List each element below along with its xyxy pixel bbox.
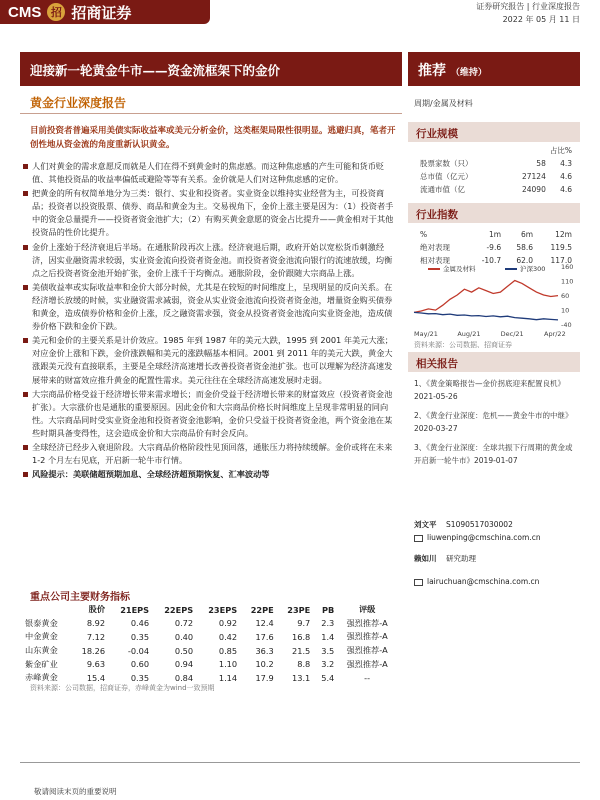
cell: -- <box>364 672 371 683</box>
cell: 0.46 <box>130 618 150 629</box>
col-header: PB <box>322 604 335 615</box>
series-line <box>414 312 558 320</box>
cell: 10.2 <box>255 659 274 670</box>
analyst-email[interactable]: liuwenping@cmschina.com.cn <box>427 533 541 542</box>
series-line <box>414 281 558 313</box>
cell: -10.7 <box>481 256 502 265</box>
cell: 58.6 <box>516 243 534 252</box>
cell: 7.12 <box>86 631 106 642</box>
analyst-id: S1090517030002 <box>446 520 513 529</box>
index-header: 行业指数 <box>408 203 580 223</box>
mail-icon <box>414 535 423 542</box>
cell: 1.4 <box>321 631 335 642</box>
cell: 4.6 <box>560 185 572 194</box>
bullet-item: 全球经济已经步入衰退阶段。大宗商品价格阶段性见顶回落，通胀压力将持续缓解。金价或将在未来 1-2 个月左右见底，开启新一轮牛市行情。 <box>22 441 397 467</box>
footer-divider <box>20 762 580 763</box>
cell: 8.8 <box>297 659 311 670</box>
report-date: 2022 年 05 月 11 日 <box>502 15 580 24</box>
analyst-role: 研究助理 <box>446 554 477 563</box>
y-tick-label: 110 <box>561 277 574 286</box>
report-subtitle: 黄金行业深度报告 <box>30 96 127 110</box>
highlight-text: 目前投资者普遍采用美债实际收益率或美元分析金价，这类框架局限性很明显。逃避归真，笔者开创性地从资金流的角度重新认识黄金。 <box>30 126 396 150</box>
bullet-item: 人们对黄金的需求意愿反而就是人们在得不到黄金时的焦虑感。而这种焦虑感的产生可能和货币贬值、其他投资品的收益率偏低或避险等等有关系。金价就是人们对这种焦虑感的定价。 <box>22 160 397 186</box>
cell: 赤峰黄金 <box>25 672 58 683</box>
cell: 3.2 <box>321 659 335 670</box>
cell: 58 <box>536 159 546 168</box>
cell: 12.4 <box>255 618 274 629</box>
divider <box>20 113 402 114</box>
cell: 16.8 <box>292 631 311 642</box>
chart-source: 资料来源：公司数据、招商证券 <box>414 341 512 349</box>
basics-table <box>416 145 576 197</box>
cell: 0.85 <box>218 645 238 656</box>
bullet-list <box>22 160 397 482</box>
footer-note: 敬请阅读末页的重要说明 <box>34 787 117 796</box>
cell: 0.72 <box>174 618 194 629</box>
x-tick-label: Aug/21 <box>457 330 481 338</box>
x-tick-label: Apr/22 <box>544 330 566 338</box>
table-row <box>22 630 397 644</box>
cell: 117.0 <box>550 256 572 265</box>
bullet-item: 美债收益率或实际收益率和金价大部分时候，尤其是在较短的时间维度上，呈现明显的反向关系。在经济增长放缓的时候，实业融资需求减弱，资金从实业资金池流向投资者资金池，增量资金购买债券和黄金，造成债券价格和金价上涨，反之融资需求强，资金从投资者资金池流向实业资金池，造成债券价格下跌和金价下跌。 <box>22 281 397 333</box>
cell: 24090 <box>521 185 546 194</box>
rating-label: 推荐 <box>418 63 446 79</box>
cell: 绝对表现 <box>420 243 450 252</box>
cell: 9.63 <box>86 659 106 670</box>
legend-label: 金属及材料 <box>443 265 476 273</box>
cell: 1.10 <box>218 659 238 670</box>
col-header: 23PE <box>287 604 311 615</box>
stocks-table <box>22 603 397 685</box>
cell: 12m <box>555 230 572 239</box>
table-row <box>418 242 574 253</box>
cell: 4.6 <box>560 172 572 181</box>
rating-box <box>408 52 580 86</box>
cell: 相对表现 <box>420 256 450 265</box>
cell: 18.26 <box>81 645 106 656</box>
cell: 119.5 <box>550 243 572 252</box>
bullet-item: 把黄金的所有权简单地分为三类：银行、实业和投资者。实业资金以维持实业经营为主，可投资商品；投资者以投资股票、债券、商品和黄金为主。交易视角下，金价上涨主要是因为：（1）投资者手中的资金总量提升——投资者资金池扩大；（2）有购买黄金意愿的资金占比提升——黄金相对于其他投资品的性价比提升。 <box>22 187 397 239</box>
col-header <box>22 603 71 617</box>
cell: -0.04 <box>127 645 150 656</box>
report-title: 迎接新一轮黄金牛市——资金流框架下的金价 <box>20 52 402 86</box>
unit-col: 占比% <box>549 146 572 155</box>
table-row <box>22 617 397 631</box>
report-meta <box>476 0 580 26</box>
cell: 0.50 <box>174 645 194 656</box>
col-header: 22EPS <box>164 604 194 615</box>
table-row <box>418 184 574 195</box>
col-header: 22PE <box>250 604 274 615</box>
table-header-row <box>418 229 574 240</box>
table-header-row <box>22 603 397 617</box>
cell: 0.35 <box>130 631 150 642</box>
basics-header: 行业规模 <box>408 122 580 142</box>
cell: 4.3 <box>560 159 572 168</box>
company-logo <box>0 0 210 24</box>
cell: 紫金矿业 <box>25 658 58 669</box>
cell: 9.7 <box>297 618 311 629</box>
cell: 股票家数（只） <box>420 159 473 168</box>
risk-note: 风险提示：美联储超预期加息、全球经济超预期恢复、汇率波动等 <box>22 468 397 481</box>
bullet-item: 美元和金价的主要关系是计价效应。1985 年到 1987 年的美元大跌，1995 到 2001 年美元大涨；对应金价上涨和下跌，金价涨跌幅和美元的涨跌幅基本相同。2001 到 2011 年的美元大跌，黄金大涨跟美元没有直接联系，主要是全球经济高速增长改善投资者资金池扩张。也可以理解为经济高速发展带来的财富效应推升黄金的配置性需求。美元往往在全球经济高速发展时走弱。 <box>22 334 397 386</box>
rating-sub: （维持） <box>450 68 487 78</box>
related-report-item[interactable]: 2、《黄金行业深度：危机——黄金牛市的中继》2020-03-27 <box>414 411 573 433</box>
table-row <box>22 644 397 658</box>
cell: 银泰黄金 <box>25 617 58 628</box>
index-chart <box>410 262 580 338</box>
cell: 0.35 <box>130 672 150 683</box>
col-header: 21EPS <box>120 604 150 615</box>
cell: 总市值（亿元） <box>420 172 473 181</box>
cell: 0.92 <box>218 618 238 629</box>
y-tick-label: 10 <box>561 306 570 315</box>
cell: 强烈推荐-A <box>346 617 388 628</box>
cell: % <box>420 230 428 239</box>
cell: 15.4 <box>86 672 106 683</box>
related-header: 相关报告 <box>408 352 580 372</box>
col-header: 股价 <box>88 604 106 615</box>
cell: 13.1 <box>292 672 311 683</box>
col-header: 评级 <box>358 604 376 615</box>
stocks-source: 资料来源：公司数据，招商证券，赤峰黄金为wind一致预期 <box>30 684 215 692</box>
analyst-email[interactable]: lairuchuan@cmschina.com.cn <box>427 577 540 586</box>
cell: 17.6 <box>255 631 274 642</box>
cell: 3.5 <box>321 645 335 656</box>
cell: 62.0 <box>516 256 534 265</box>
analyst-name: 赖如川 <box>414 554 437 563</box>
cell: 36.3 <box>255 645 274 656</box>
table-row <box>418 171 574 182</box>
cell: 0.42 <box>218 631 238 642</box>
cell: 2.3 <box>321 618 335 629</box>
mail-icon <box>414 579 423 586</box>
y-tick-label: -40 <box>561 321 572 329</box>
stocks-title: 重点公司主要财务指标 <box>30 592 130 603</box>
cell: 8.92 <box>86 618 106 629</box>
cell: 0.40 <box>174 631 194 642</box>
sector-label: 周期/金属及材料 <box>414 99 473 108</box>
report-type: 证券研究报告 | 行业深度报告 <box>476 2 580 11</box>
cell: 6m <box>521 230 534 239</box>
cell: 1m <box>489 230 502 239</box>
logo-cms-text: CMS <box>8 3 42 21</box>
cell: 山东黄金 <box>25 645 58 656</box>
bullet-item: 大宗商品价格受益于经济增长带来需求增长；而金价受益于经济增长带来的财富效应（投资者资金池扩张）。大宗涨价也是通胀的重要原因。因此金价和大宗商品价格长时间维度上呈现非常明显的同向性。大宗商品同时受实业资金池和投资者资金池影响，金价只受益于投资者资金池，两个资金池在某些时期具备变得性，这会造成金价和大宗商品价有时会反向。 <box>22 388 397 440</box>
related-report-item[interactable]: 1、《黄金策略报告—金价拐底迎来配置良机》2021-05-26 <box>414 379 566 401</box>
logo-seal-icon: 招 <box>47 3 65 21</box>
cell: 21.5 <box>292 645 311 656</box>
cell: 17.9 <box>255 672 274 683</box>
table-row <box>22 657 397 671</box>
cell: 5.4 <box>321 672 335 683</box>
cell: 0.84 <box>174 672 194 683</box>
bullet-item: 金价上涨始于经济衰退后半场。在通胀阶段再次上涨。经济衰退后期，政府开始以宽松货币刺激经济，因实业融资需求较弱，实业资金流向投资者资金池。而投资者资金池流向银行的流速放缓，均衡点之后投资者资金池开始扩张，金价上涨千于均衡点。通胀阶段，金价跟随大宗商品上涨。 <box>22 241 397 280</box>
cell: 中金黄金 <box>25 631 58 642</box>
analyst-name: 刘文平 <box>414 520 437 529</box>
logo-cn-text: 招商证券 <box>71 4 132 22</box>
cell: 27124 <box>521 172 546 181</box>
col-header: 23EPS <box>208 604 238 615</box>
cell: 强烈推荐-A <box>346 658 388 669</box>
table-row <box>418 158 574 169</box>
cell: 流通市值（亿 <box>420 185 465 194</box>
cell: 强烈推荐-A <box>346 631 388 642</box>
related-report-item[interactable]: 3、《黄金行业深度：全球共振下行周期的黄金或开启新一轮牛市》2019-01-07 <box>414 443 573 465</box>
x-tick-label: May/21 <box>414 330 438 338</box>
analyst-block <box>414 519 580 587</box>
legend-label: 沪深300 <box>520 265 546 273</box>
cell: 0.94 <box>174 659 194 670</box>
y-tick-label: 160 <box>561 263 574 271</box>
cell: 0.60 <box>130 659 150 670</box>
x-tick-label: Dec/21 <box>500 330 524 338</box>
y-tick-label: 60 <box>561 292 570 300</box>
cell: -9.6 <box>486 243 502 252</box>
cell: 强烈推荐-A <box>346 645 388 656</box>
cell: 1.14 <box>218 672 238 683</box>
related-reports <box>414 378 580 474</box>
